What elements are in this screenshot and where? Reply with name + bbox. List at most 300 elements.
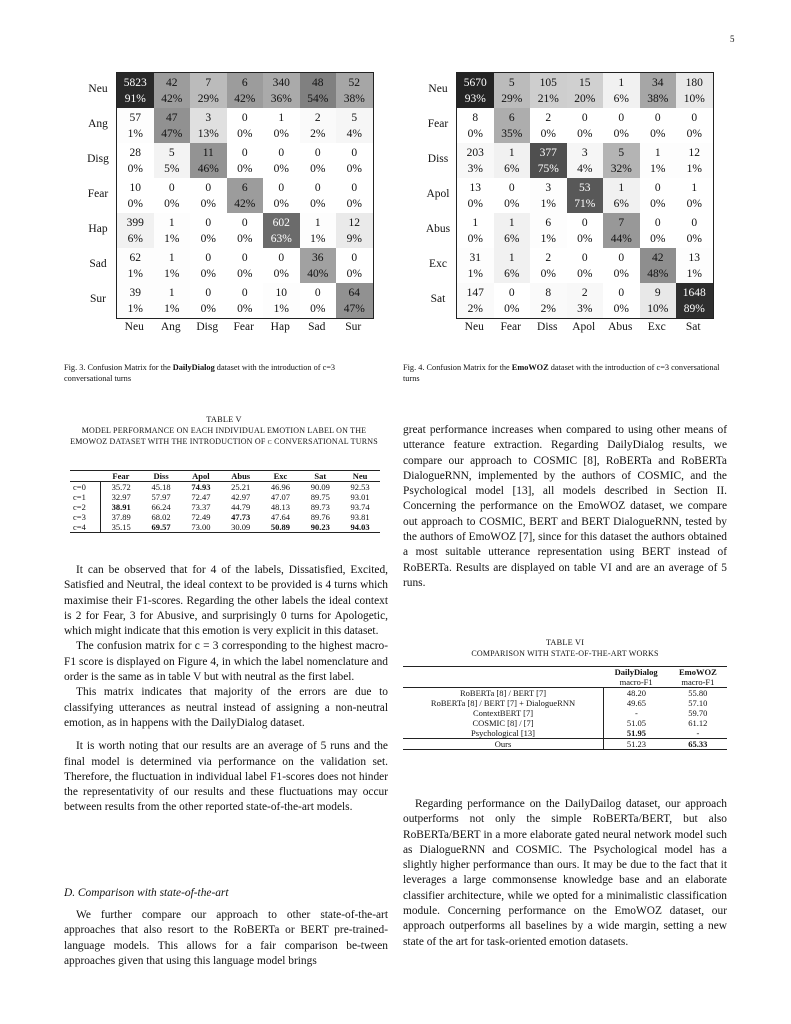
table5-cell: 72.47 [191, 492, 211, 502]
row-label: Hap [88, 223, 108, 235]
matrix-cell [154, 108, 191, 143]
cell-percent: 0% [346, 198, 362, 210]
cell-count: 2 [545, 252, 552, 264]
matrix-cell [336, 73, 373, 108]
matrix-cell [603, 248, 640, 283]
table6-cell: ContextBERT [7] [403, 708, 604, 718]
table5-cell: 89.75 [310, 492, 330, 502]
table6-cell: Ours [403, 739, 604, 750]
cell-percent: 46% [197, 163, 219, 175]
table5-header: Abus [231, 471, 251, 481]
column-label: Sur [345, 321, 362, 333]
cell-count: 0 [205, 287, 212, 299]
cell-count: 105 [539, 77, 557, 89]
table6-cell: RoBERTa [8] / BERT [7] + DialogueRNN [403, 698, 604, 708]
cell-percent: 2% [540, 303, 556, 315]
table5-cell: 93.81 [350, 512, 370, 522]
cell-percent: 1% [127, 128, 143, 140]
confusion-matrix-emowoz [420, 70, 720, 350]
table5-cell: 66.24 [151, 502, 171, 512]
matrix-cell [117, 143, 154, 178]
cell-percent: 0% [577, 268, 593, 280]
matrix-cell [336, 248, 373, 283]
matrix-cell [154, 178, 191, 213]
table5-cell: 30.09 [231, 522, 251, 532]
table5-cell: 94.03 [350, 522, 370, 532]
cell-percent: 0% [200, 303, 216, 315]
matrix-cell [190, 248, 227, 283]
cell-percent: 1% [164, 303, 180, 315]
cell-count: 48 [312, 77, 324, 89]
cell-percent: 0% [650, 233, 666, 245]
cell-percent: 0% [273, 128, 289, 140]
cell-count: 3 [581, 147, 588, 159]
row-label: Sad [89, 258, 107, 270]
matrix-cell [567, 178, 604, 213]
cell-percent: 29% [501, 93, 523, 105]
matrix-cell [603, 283, 640, 318]
table6-cell: 55.80 [688, 688, 708, 698]
cell-percent: 1% [540, 198, 556, 210]
matrix-cell [494, 283, 531, 318]
cell-count: 1 [654, 147, 661, 159]
cell-percent: 71% [574, 198, 596, 210]
cell-count: 0 [241, 287, 248, 299]
table5-cell: 35.72 [111, 482, 131, 492]
cell-count: 1 [168, 252, 175, 264]
matrix-cell [336, 213, 373, 248]
cell-count: 1 [508, 252, 515, 264]
para-labels: It can be observed that for 4 of the labels, Dissatisfied, Excited, Satisfied and Neutral, the ideal context to be provided is 4 turns which maximise their F1-scores. Regarding the other labels the ideal context is 2 for Fear, 3 for Abusive, and surprisingly 0 turns for Apologetic, which might indicate that this emotion is very explicit in this dataset. [64, 564, 388, 638]
cell-count: 42 [166, 77, 178, 89]
cell-count: 8 [545, 287, 552, 299]
cell-count: 1 [508, 217, 515, 229]
cell-count: 6 [508, 112, 515, 124]
cell-count: 0 [581, 112, 588, 124]
cell-percent: 0% [504, 198, 520, 210]
cell-count: 0 [205, 182, 212, 194]
para-dailydialog-perf: Regarding performance on the DailyDailog dataset, our approach outperforms not only the simple RoBERTa/BERT, but also RoBERTa/BERT in a more elaborate gated neural network model such as DialogueRNN and COSMIC. The Psychological model has a slightly higher performance than ours. It may be due to the fact that it leverages a large commonsense knowledge base and an elaborate classifier architecture, while we opted for a minimalistic classification module. Concerning performance on the EmoWOZ dataset, our approach outperforms all baselines by a wide margin, setting a new state of the art for task-oriented emotion datasets. [403, 798, 727, 948]
cell-percent: 0% [273, 198, 289, 210]
table6-cell: 49.65 [626, 698, 646, 708]
cell-percent: 21% [537, 93, 559, 105]
page-number: 5 [730, 34, 735, 44]
cell-percent: 38% [647, 93, 669, 105]
matrix-cell [227, 73, 264, 108]
cell-percent: 10% [683, 93, 705, 105]
matrix-cell [117, 108, 154, 143]
matrix-cell [640, 178, 677, 213]
table5-cell: 42.97 [231, 492, 251, 502]
matrix-cell [300, 213, 337, 248]
cell-count: 52 [348, 77, 360, 89]
matrix-cell [336, 143, 373, 178]
table5-cell: c=4 [70, 522, 101, 533]
cell-count: 0 [351, 147, 358, 159]
table5-cell: 90.23 [310, 522, 330, 532]
table-row [70, 512, 380, 522]
table5-header: Neu [352, 471, 368, 481]
confusion-matrix-dailydialog [80, 70, 380, 350]
table5-cell: 92.53 [350, 482, 370, 492]
table5-header [70, 471, 101, 482]
cell-count: 377 [539, 147, 557, 159]
table6-cell: 61.12 [688, 718, 708, 728]
cell-percent: 0% [127, 163, 143, 175]
cell-percent: 6% [127, 233, 143, 245]
matrix-cell [154, 73, 191, 108]
matrix-cell [227, 283, 264, 318]
matrix-cell [640, 73, 677, 108]
table-row [70, 492, 380, 502]
cell-percent: 0% [577, 128, 593, 140]
cell-percent: 6% [504, 163, 520, 175]
matrix-cell [336, 283, 373, 318]
cell-percent: 0% [686, 233, 702, 245]
cell-percent: 5% [164, 163, 180, 175]
cell-count: 0 [618, 252, 625, 264]
column-label: Neu [464, 321, 484, 333]
cell-percent: 9% [346, 233, 362, 245]
matrix-cell [567, 248, 604, 283]
matrix-cell [263, 73, 300, 108]
cell-percent: 4% [577, 163, 593, 175]
table5-header: Sat [314, 471, 327, 481]
cell-percent: 40% [307, 268, 329, 280]
row-label: Neu [428, 83, 448, 95]
cell-count: 5 [168, 147, 175, 159]
table6-cell: 65.33 [688, 739, 708, 749]
table6-cell: 57.10 [688, 698, 708, 708]
matrix-cell [494, 178, 531, 213]
cell-count: 147 [466, 287, 484, 299]
table6-cell: 48.20 [626, 688, 646, 698]
table5-cell: 47.64 [270, 512, 291, 522]
cell-count: 9 [654, 287, 661, 299]
matrix-cell [676, 248, 713, 283]
cell-count: 0 [618, 287, 625, 299]
matrix-cell [640, 143, 677, 178]
cell-count: 15 [579, 77, 591, 89]
cell-percent: 4% [346, 128, 362, 140]
cell-percent: 0% [346, 163, 362, 175]
cell-count: 0 [618, 112, 625, 124]
cell-percent: 0% [346, 268, 362, 280]
table5-cell: 35.15 [111, 522, 131, 532]
cell-percent: 0% [310, 198, 326, 210]
cell-percent: 0% [273, 268, 289, 280]
cell-count: 0 [581, 217, 588, 229]
cell-count: 180 [685, 77, 703, 89]
cell-count: 1 [278, 112, 285, 124]
para-confusion: The confusion matrix for c = 3 corresponding to the highest macro-F1 score is displayed on Figure 4, in which the label nomenclature and order is the same as in table V but with neutral as the first label. [64, 640, 388, 684]
table5-cell: c=2 [70, 502, 101, 512]
matrix-cell [300, 283, 337, 318]
cell-percent: 0% [237, 303, 253, 315]
column-label: Sat [685, 321, 701, 333]
cell-percent: 1% [686, 163, 702, 175]
matrix-cell [530, 73, 567, 108]
matrix-cell [300, 73, 337, 108]
table5-cell: 73.00 [191, 522, 211, 532]
cell-count: 203 [466, 147, 484, 159]
matrix-cell [457, 248, 494, 283]
matrix-cell [117, 213, 154, 248]
cell-count: 0 [654, 217, 661, 229]
matrix-cell [676, 108, 713, 143]
cell-percent: 48% [647, 268, 669, 280]
cell-count: 0 [241, 252, 248, 264]
cell-percent: 0% [540, 268, 556, 280]
table5-header: Apol [192, 471, 210, 481]
matrix-cell [676, 213, 713, 248]
table-row [403, 728, 727, 739]
para-average: It is worth noting that our results are an average of 5 runs and the final model is determined via performance on the validation set. Therefore, the fluctuation in individual label F1-scores does not hinder the representativity of our results and these fluctuations may occur between results from the other reported state-of-the-art models. [64, 740, 388, 814]
cell-percent: 29% [197, 93, 219, 105]
cell-percent: 0% [127, 198, 143, 210]
cell-count: 6 [241, 77, 248, 89]
cell-percent: 91% [124, 93, 146, 105]
table5-cell: 46.96 [270, 482, 291, 492]
table6-cell: 51.05 [626, 718, 646, 728]
table5-cell: 32.97 [111, 492, 131, 502]
matrix-cell [300, 143, 337, 178]
table5-cell: 89.76 [310, 512, 330, 522]
matrix-cell [567, 73, 604, 108]
table6-title: TABLE VI COMPARISON WITH STATE-OF-THE-ART WORKS [471, 638, 659, 658]
cell-percent: 1% [164, 268, 180, 280]
cell-count: 399 [126, 217, 144, 229]
row-label: Neu [88, 83, 108, 95]
fig4-caption: Fig. 4. Confusion Matrix for the EmoWOZ dataset with the introduction of c=3 conversational turns [403, 363, 720, 383]
cell-percent: 0% [310, 303, 326, 315]
column-label: Apol [572, 321, 596, 333]
matrix-cell [530, 248, 567, 283]
cell-percent: 0% [200, 198, 216, 210]
column-label: Diss [537, 321, 558, 333]
cell-count: 340 [272, 77, 290, 89]
matrix-cell [603, 178, 640, 213]
matrix-cell [530, 143, 567, 178]
row-label: Disg [87, 153, 109, 165]
cell-percent: 13% [197, 128, 219, 140]
row-label: Fear [87, 188, 109, 200]
cell-count: 3 [545, 182, 552, 194]
table-row [403, 718, 727, 728]
table5 [70, 470, 380, 533]
matrix-cell [117, 248, 154, 283]
matrix-cell [154, 143, 191, 178]
matrix-cell [263, 178, 300, 213]
cell-percent: 10% [647, 303, 669, 315]
cell-percent: 89% [683, 303, 705, 315]
cell-percent: 35% [501, 128, 523, 140]
table5-cell: 93.01 [350, 492, 370, 502]
matrix-cell [227, 248, 264, 283]
table5-cell: c=1 [70, 492, 101, 502]
cell-percent: 0% [164, 198, 180, 210]
fig3-caption: Fig. 3. Confusion Matrix for the DailyDialog dataset with the introduction of c=3 conversational turns [64, 363, 336, 383]
table6-cell: - [696, 728, 700, 738]
cell-count: 5670 [463, 77, 487, 89]
cell-percent: 3% [577, 303, 593, 315]
matrix-cell [300, 178, 337, 213]
cell-percent: 0% [540, 128, 556, 140]
matrix-cell [263, 143, 300, 178]
left-column-text-2 [64, 908, 388, 969]
table5-cell: 50.89 [270, 522, 291, 532]
table5-header: Diss [153, 471, 169, 481]
cell-percent: 1% [127, 303, 143, 315]
cell-percent: 1% [540, 233, 556, 245]
matrix-cell [117, 73, 154, 108]
matrix-cell [190, 283, 227, 318]
column-label: Sad [308, 321, 326, 333]
table6-cell: - [634, 708, 638, 718]
table5-cell: 73.37 [191, 502, 211, 512]
cell-count: 57 [129, 112, 141, 124]
table5-header: Exc [273, 471, 288, 481]
cell-count: 1 [508, 147, 515, 159]
cell-percent: 1% [467, 268, 483, 280]
cell-percent: 6% [613, 93, 629, 105]
matrix-cell [300, 248, 337, 283]
cell-count: 0 [581, 252, 588, 264]
cell-percent: 0% [686, 198, 702, 210]
cell-percent: 6% [613, 198, 629, 210]
cell-percent: 47% [161, 128, 183, 140]
matrix-cell [263, 248, 300, 283]
fig3-grid [116, 72, 374, 319]
cell-count: 11 [202, 147, 214, 159]
cell-percent: 36% [270, 93, 292, 105]
matrix-cell [530, 213, 567, 248]
column-label: Hap [270, 321, 290, 333]
table6: DailyDialog EmoWOZ macro-F1 macro-F1 RoBERTa [8] / BERT [7] 48.20 55.80 RoBERTa [8] / BERT [7] + DialogueRNN 49.65 57.10 ContextBERT [7] - 59.70 COSMIC [8] / [7] 51.05 61.12 Psychological [13] 51.95 - Ours 51.23 65.33 [403, 666, 727, 750]
matrix-cell [190, 73, 227, 108]
matrix-cell [640, 213, 677, 248]
cell-count: 1648 [682, 287, 706, 299]
cell-count: 64 [348, 287, 360, 299]
cell-percent: 2% [467, 303, 483, 315]
cell-percent: 93% [464, 93, 486, 105]
table-row [70, 522, 380, 533]
cell-count: 602 [272, 217, 290, 229]
cell-percent: 32% [610, 163, 632, 175]
table5-cell: c=3 [70, 512, 101, 522]
cell-count: 8 [472, 112, 479, 124]
cell-count: 2 [545, 112, 552, 124]
table6-cell: 51.95 [626, 728, 646, 738]
column-label: Exc [647, 321, 666, 333]
cell-percent: 0% [273, 163, 289, 175]
cell-percent: 75% [537, 163, 559, 175]
cell-percent: 0% [467, 198, 483, 210]
table-row [403, 698, 727, 708]
table6-cell: RoBERTa [8] / BERT [7] [403, 688, 604, 699]
matrix-cell [263, 283, 300, 318]
matrix-cell [640, 108, 677, 143]
column-label: Disg [196, 321, 219, 333]
table5-cell: 90.09 [310, 482, 330, 492]
cell-count: 0 [241, 112, 248, 124]
cell-percent: 0% [613, 303, 629, 315]
cell-count: 31 [469, 252, 481, 264]
table5-cell: 93.74 [350, 502, 370, 512]
matrix-cell [300, 108, 337, 143]
row-label: Diss [427, 153, 449, 165]
cell-count: 0 [314, 147, 321, 159]
cell-count: 0 [278, 147, 285, 159]
cell-count: 0 [241, 217, 248, 229]
cell-count: 1 [168, 287, 175, 299]
right-column-text [403, 423, 727, 591]
cell-count: 0 [241, 147, 248, 159]
cell-count: 0 [278, 182, 285, 194]
cell-percent: 0% [613, 268, 629, 280]
cell-count: 12 [688, 147, 700, 159]
cell-count: 1 [618, 182, 625, 194]
table5-cell: 57.97 [151, 492, 171, 502]
cell-count: 1 [618, 77, 625, 89]
matrix-cell [336, 178, 373, 213]
table5-cell: 38.91 [111, 502, 131, 512]
matrix-cell [530, 178, 567, 213]
cell-percent: 0% [200, 233, 216, 245]
matrix-cell [640, 248, 677, 283]
matrix-cell [117, 178, 154, 213]
cell-count: 7 [618, 217, 625, 229]
cell-percent: 0% [200, 268, 216, 280]
row-label: Abus [425, 223, 451, 235]
table-row [403, 708, 727, 718]
cell-percent: 1% [164, 233, 180, 245]
cell-count: 0 [508, 287, 515, 299]
para-compare: We further compare our approach to other state-of-the-art approaches that also resort to the RoBERTa or BERT pre-trained-language models. This allows for a fair comparison be-tween approaches given that using this language model brings [64, 909, 388, 967]
cell-count: 47 [166, 112, 178, 124]
table5-cell: 47.07 [270, 492, 291, 502]
section-heading: D. Comparison with state-of-the-art [64, 887, 229, 899]
table5-cell: 89.73 [310, 502, 330, 512]
cell-percent: 6% [504, 268, 520, 280]
matrix-cell [494, 73, 531, 108]
cell-percent: 42% [161, 93, 183, 105]
table5-cell: 37.89 [111, 512, 131, 522]
table5-cell: 72.49 [191, 512, 211, 522]
matrix-cell [567, 213, 604, 248]
matrix-cell [494, 213, 531, 248]
cell-count: 1 [691, 182, 698, 194]
cell-count: 2 [314, 112, 321, 124]
row-label: Sat [430, 293, 446, 305]
matrix-cell [457, 108, 494, 143]
cell-percent: 63% [270, 233, 292, 245]
matrix-cell [457, 73, 494, 108]
matrix-cell [567, 108, 604, 143]
cell-count: 2 [581, 287, 588, 299]
cell-count: 0 [314, 287, 321, 299]
cell-count: 0 [654, 182, 661, 194]
cell-count: 13 [688, 252, 700, 264]
cell-count: 5 [508, 77, 515, 89]
column-label: Neu [124, 321, 144, 333]
table5-cell: 45.18 [151, 482, 171, 492]
cell-count: 53 [579, 182, 591, 194]
matrix-cell [494, 108, 531, 143]
para-comparison-cont: great performance increases when compared to using other means of utterance feature extraction. Regarding DailyDialog results, we compare our approach to COSMIC [8], RoBERTa and RoBERTa DialogueRNN, implemented by the authors of COSMIC, and the Psychological model [13], all models described in Section II. Concerning the performance on the EmoWOZ dataset, we compare out approach to COSMIC, BERT and BERT DialogueRNN, tested by the authors of EmoWOZ [7], since for this dataset the authors obtained a most suitable utterance representation using BERT instead of RoBERTa. Results are displayed on table VI and are an average of 5 runs. [403, 424, 727, 589]
matrix-cell [457, 143, 494, 178]
matrix-cell [227, 213, 264, 248]
